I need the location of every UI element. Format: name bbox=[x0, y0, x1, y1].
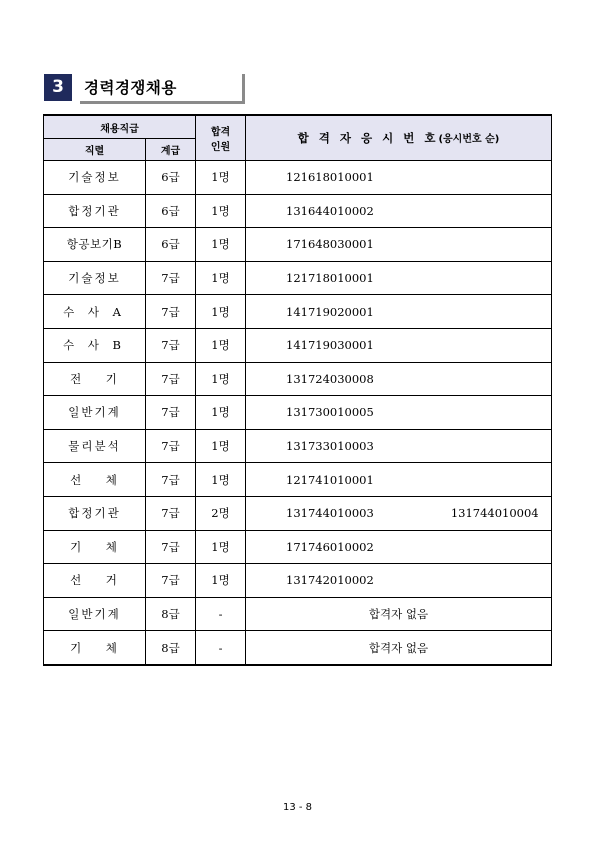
job-cell: 합정기관 bbox=[44, 194, 146, 228]
exam-number: 121718010001 bbox=[286, 271, 374, 286]
numbers-cell bbox=[246, 161, 552, 195]
numbers-cell bbox=[246, 328, 552, 362]
no-passer-cell: 합격자 없음 bbox=[246, 597, 552, 631]
numbers-cell bbox=[246, 295, 552, 329]
grade-cell: 7급 bbox=[146, 496, 196, 530]
table-row bbox=[44, 496, 552, 530]
numbers-cell bbox=[246, 530, 552, 564]
exam-number: 171746010002 bbox=[286, 539, 374, 554]
table-row bbox=[44, 295, 552, 329]
count-cell: 1명 bbox=[196, 396, 246, 430]
count-cell: - bbox=[196, 631, 246, 665]
exam-number: 121618010001 bbox=[286, 170, 374, 185]
numbers-cell bbox=[246, 463, 552, 497]
header-position-group: 채용직급 bbox=[44, 115, 196, 139]
job-cell: 기술정보 bbox=[44, 161, 146, 195]
count-cell: 1명 bbox=[196, 228, 246, 262]
grade-cell: 7급 bbox=[146, 328, 196, 362]
no-passer-cell: 합격자 없음 bbox=[246, 631, 552, 665]
grade-cell: 7급 bbox=[146, 295, 196, 329]
numbers-cell bbox=[246, 496, 552, 530]
header-numbers-note: (응시번호 순) bbox=[438, 134, 500, 145]
count-cell: 1명 bbox=[196, 295, 246, 329]
exam-number: 141719030001 bbox=[286, 338, 374, 353]
grade-cell: 7급 bbox=[146, 564, 196, 598]
exam-number-second: 131744010004 bbox=[450, 506, 539, 521]
count-cell: - bbox=[196, 597, 246, 631]
grade-cell: 7급 bbox=[146, 463, 196, 497]
numbers-cell bbox=[246, 194, 552, 228]
table-row bbox=[44, 362, 552, 396]
job-cell: 기 체 bbox=[44, 631, 146, 665]
job-cell: 일반기계 bbox=[44, 396, 146, 430]
grade-cell: 7급 bbox=[146, 362, 196, 396]
numbers-cell bbox=[246, 564, 552, 598]
table-row bbox=[44, 564, 552, 598]
table-row bbox=[44, 328, 552, 362]
job-cell: 합정기관 bbox=[44, 496, 146, 530]
grade-cell: 8급 bbox=[146, 631, 196, 665]
section-title: 경력경쟁채용 bbox=[84, 79, 177, 97]
header-job: 직렬 bbox=[44, 139, 146, 161]
grade-cell: 7급 bbox=[146, 396, 196, 430]
page-number: 13 - 8 bbox=[282, 802, 313, 813]
table-row bbox=[44, 261, 552, 295]
section-title-box bbox=[80, 74, 245, 104]
numbers-cell bbox=[246, 261, 552, 295]
grade-cell: 7급 bbox=[146, 261, 196, 295]
exam-number: 121741010001 bbox=[286, 472, 374, 487]
numbers-cell bbox=[246, 429, 552, 463]
table-row bbox=[44, 597, 552, 631]
table-row bbox=[44, 463, 552, 497]
job-cell: 수 사 A bbox=[44, 295, 146, 329]
table-row bbox=[44, 161, 552, 195]
count-cell: 1명 bbox=[196, 161, 246, 195]
count-cell: 1명 bbox=[196, 362, 246, 396]
results-table bbox=[43, 114, 552, 666]
job-cell: 일반기계 bbox=[44, 597, 146, 631]
header-count bbox=[196, 115, 246, 161]
table-row bbox=[44, 530, 552, 564]
header-numbers-main: 합 격 자 응 시 번 호 bbox=[297, 131, 439, 145]
table-row bbox=[44, 429, 552, 463]
count-cell: 1명 bbox=[196, 429, 246, 463]
header-count-line1: 합격 bbox=[210, 127, 231, 138]
exam-number: 131744010003 bbox=[286, 506, 374, 521]
job-cell: 항공보기B bbox=[44, 228, 146, 262]
table-row bbox=[44, 396, 552, 430]
numbers-cell bbox=[246, 228, 552, 262]
section-number: 3 bbox=[44, 74, 72, 101]
count-cell: 1명 bbox=[196, 261, 246, 295]
grade-cell: 7급 bbox=[146, 429, 196, 463]
job-cell: 선 체 bbox=[44, 463, 146, 497]
table-row bbox=[44, 631, 552, 665]
table-row bbox=[44, 194, 552, 228]
job-cell: 전 기 bbox=[44, 362, 146, 396]
numbers-cell bbox=[246, 396, 552, 430]
header-numbers bbox=[246, 115, 552, 161]
job-cell: 기 체 bbox=[44, 530, 146, 564]
count-cell: 1명 bbox=[196, 328, 246, 362]
count-cell: 1명 bbox=[196, 530, 246, 564]
exam-number: 131644010002 bbox=[286, 203, 374, 218]
count-cell: 2명 bbox=[196, 496, 246, 530]
grade-cell: 6급 bbox=[146, 228, 196, 262]
header-grade: 계급 bbox=[146, 139, 196, 161]
exam-number: 131742010002 bbox=[286, 573, 374, 588]
count-cell: 1명 bbox=[196, 194, 246, 228]
header-count-line2: 인원 bbox=[210, 142, 231, 153]
table-row bbox=[44, 228, 552, 262]
exam-number: 141719020001 bbox=[286, 304, 374, 319]
exam-number: 131730010005 bbox=[286, 405, 374, 420]
grade-cell: 6급 bbox=[146, 161, 196, 195]
grade-cell: 7급 bbox=[146, 530, 196, 564]
exam-number: 171648030001 bbox=[286, 237, 374, 252]
job-cell: 기술정보 bbox=[44, 261, 146, 295]
job-cell: 선 거 bbox=[44, 564, 146, 598]
grade-cell: 6급 bbox=[146, 194, 196, 228]
count-cell: 1명 bbox=[196, 564, 246, 598]
exam-number: 131733010003 bbox=[286, 439, 374, 454]
job-cell: 수 사 B bbox=[44, 328, 146, 362]
grade-cell: 8급 bbox=[146, 597, 196, 631]
job-cell: 물리분석 bbox=[44, 429, 146, 463]
numbers-cell bbox=[246, 362, 552, 396]
exam-number: 131724030008 bbox=[286, 371, 374, 386]
count-cell: 1명 bbox=[196, 463, 246, 497]
